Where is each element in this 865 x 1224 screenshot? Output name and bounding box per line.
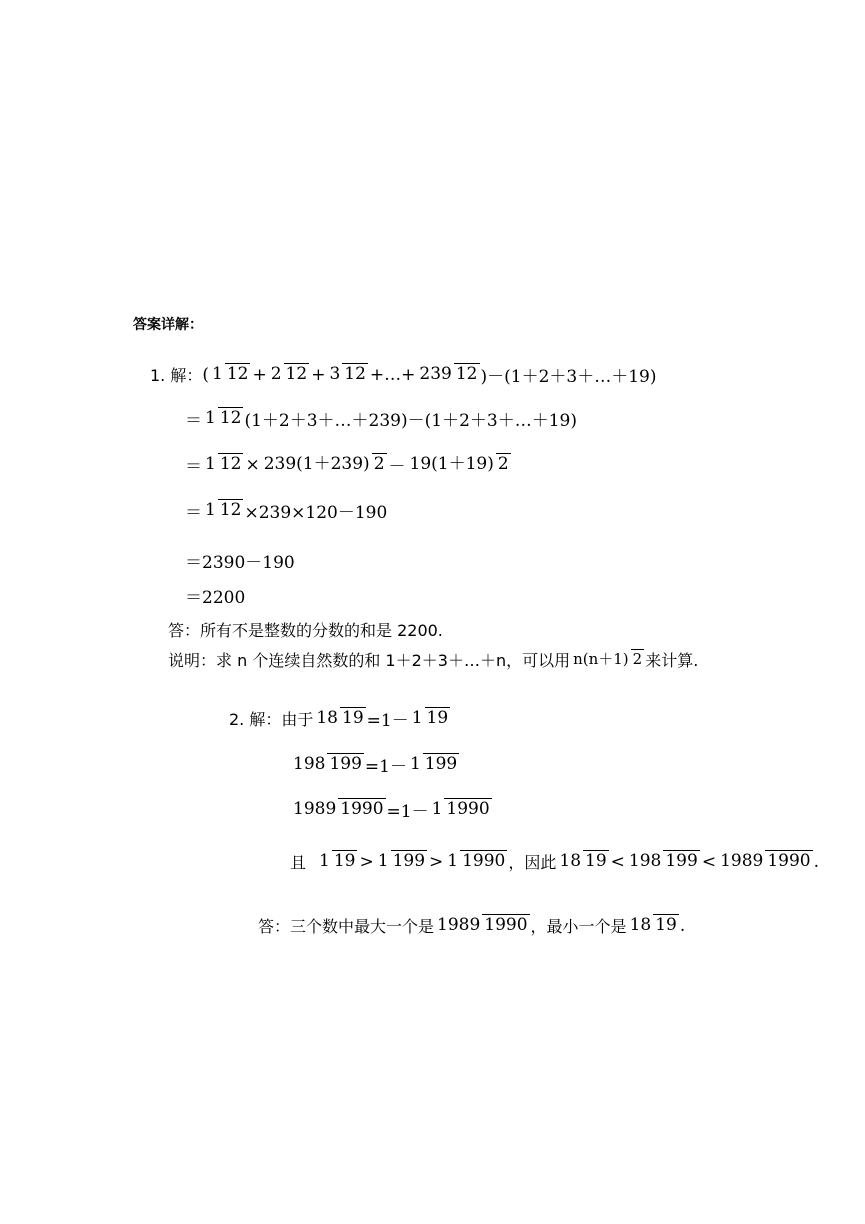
expression: =1－ — [386, 802, 429, 822]
period: . — [679, 915, 686, 936]
fraction: 1 1990 — [431, 798, 490, 819]
fraction: 1 12 — [212, 363, 249, 384]
equals: ＝ — [185, 503, 202, 523]
text: ，因此 — [508, 853, 557, 872]
expression: =1－ — [366, 711, 409, 731]
fraction: 1989 1990 — [293, 798, 384, 819]
expression: (1＋2＋3＋…＋239)－(1＋2＋3＋…＋19) — [244, 411, 577, 431]
equals: ＝ — [185, 411, 202, 431]
fraction: 1 199 — [409, 753, 458, 774]
operator: > — [359, 851, 374, 872]
fraction: 239 12 — [419, 363, 478, 384]
fraction: 198 199 — [628, 850, 698, 871]
fraction: 1 1990 — [447, 850, 506, 871]
text: 且 — [290, 853, 307, 872]
operator: < — [701, 851, 717, 872]
fraction: 1989 1990 — [720, 850, 811, 871]
answer-text: 答：三个数中最大一个是 — [258, 917, 435, 936]
fraction: 198 199 — [293, 753, 362, 774]
operator: +…+ — [369, 364, 416, 385]
p1-line-6: ＝2200 — [185, 588, 246, 608]
p2-line-4 — [290, 850, 819, 873]
expression: =1－ — [364, 757, 407, 777]
p1-line-4 — [185, 498, 387, 523]
fraction: 1 12 — [205, 453, 242, 474]
p2-line-1 — [229, 706, 451, 731]
operator: + — [311, 364, 326, 385]
p2-label: 2. 解：由于 — [229, 710, 314, 729]
fraction: 1 12 — [205, 499, 242, 520]
fraction: 18 19 — [629, 914, 677, 935]
fraction: 3 12 — [329, 363, 366, 384]
expression-tail: )－(1＋2＋3＋…＋19) — [480, 367, 657, 387]
expression: ×239×120－190 — [244, 503, 388, 523]
fraction: 18 19 — [559, 850, 607, 871]
operator: + — [252, 364, 267, 385]
operator: － — [388, 457, 406, 477]
fraction: 2 12 — [270, 363, 308, 384]
p1-line-5: ＝2390－190 — [185, 553, 295, 573]
fraction: 1 19 — [411, 707, 449, 728]
fraction: 18 19 — [316, 707, 364, 728]
answer-text: ，最小一个是 — [530, 917, 627, 936]
p1-answer: 答：所有不是整数的分数的和是 2200. — [168, 621, 443, 640]
p1-note — [168, 648, 698, 671]
p2-line-3 — [290, 797, 493, 822]
operator: < — [610, 851, 625, 872]
p2-answer — [258, 914, 685, 937]
operator: × — [245, 454, 260, 475]
p1-label: 1. 解： — [150, 366, 203, 385]
equals: ＝ — [185, 457, 202, 477]
fraction: 1 19 — [319, 850, 356, 871]
period: . — [813, 851, 819, 872]
note-text: 说明：求 n 个连续自然数的和 1＋2＋3＋…＋n，可以用 — [168, 651, 571, 670]
fraction: 239(1＋239) 2 — [263, 453, 385, 474]
p1-line-3 — [185, 452, 512, 477]
p1-line-2 — [185, 406, 577, 431]
note-text-end: 来计算. — [645, 651, 699, 670]
fraction: 1989 1990 — [437, 914, 528, 935]
answer-heading: 答案详解： — [133, 317, 203, 333]
fraction: 1 199 — [377, 850, 426, 871]
fraction: 1 12 — [205, 407, 242, 428]
operator: > — [429, 851, 444, 872]
fraction: 19(1＋19) 2 — [409, 453, 509, 474]
p2-line-2 — [290, 752, 460, 777]
paren-open: ( — [202, 364, 209, 385]
p1-line-1 — [150, 362, 656, 387]
fraction: n(n＋1) 2 — [573, 649, 643, 668]
